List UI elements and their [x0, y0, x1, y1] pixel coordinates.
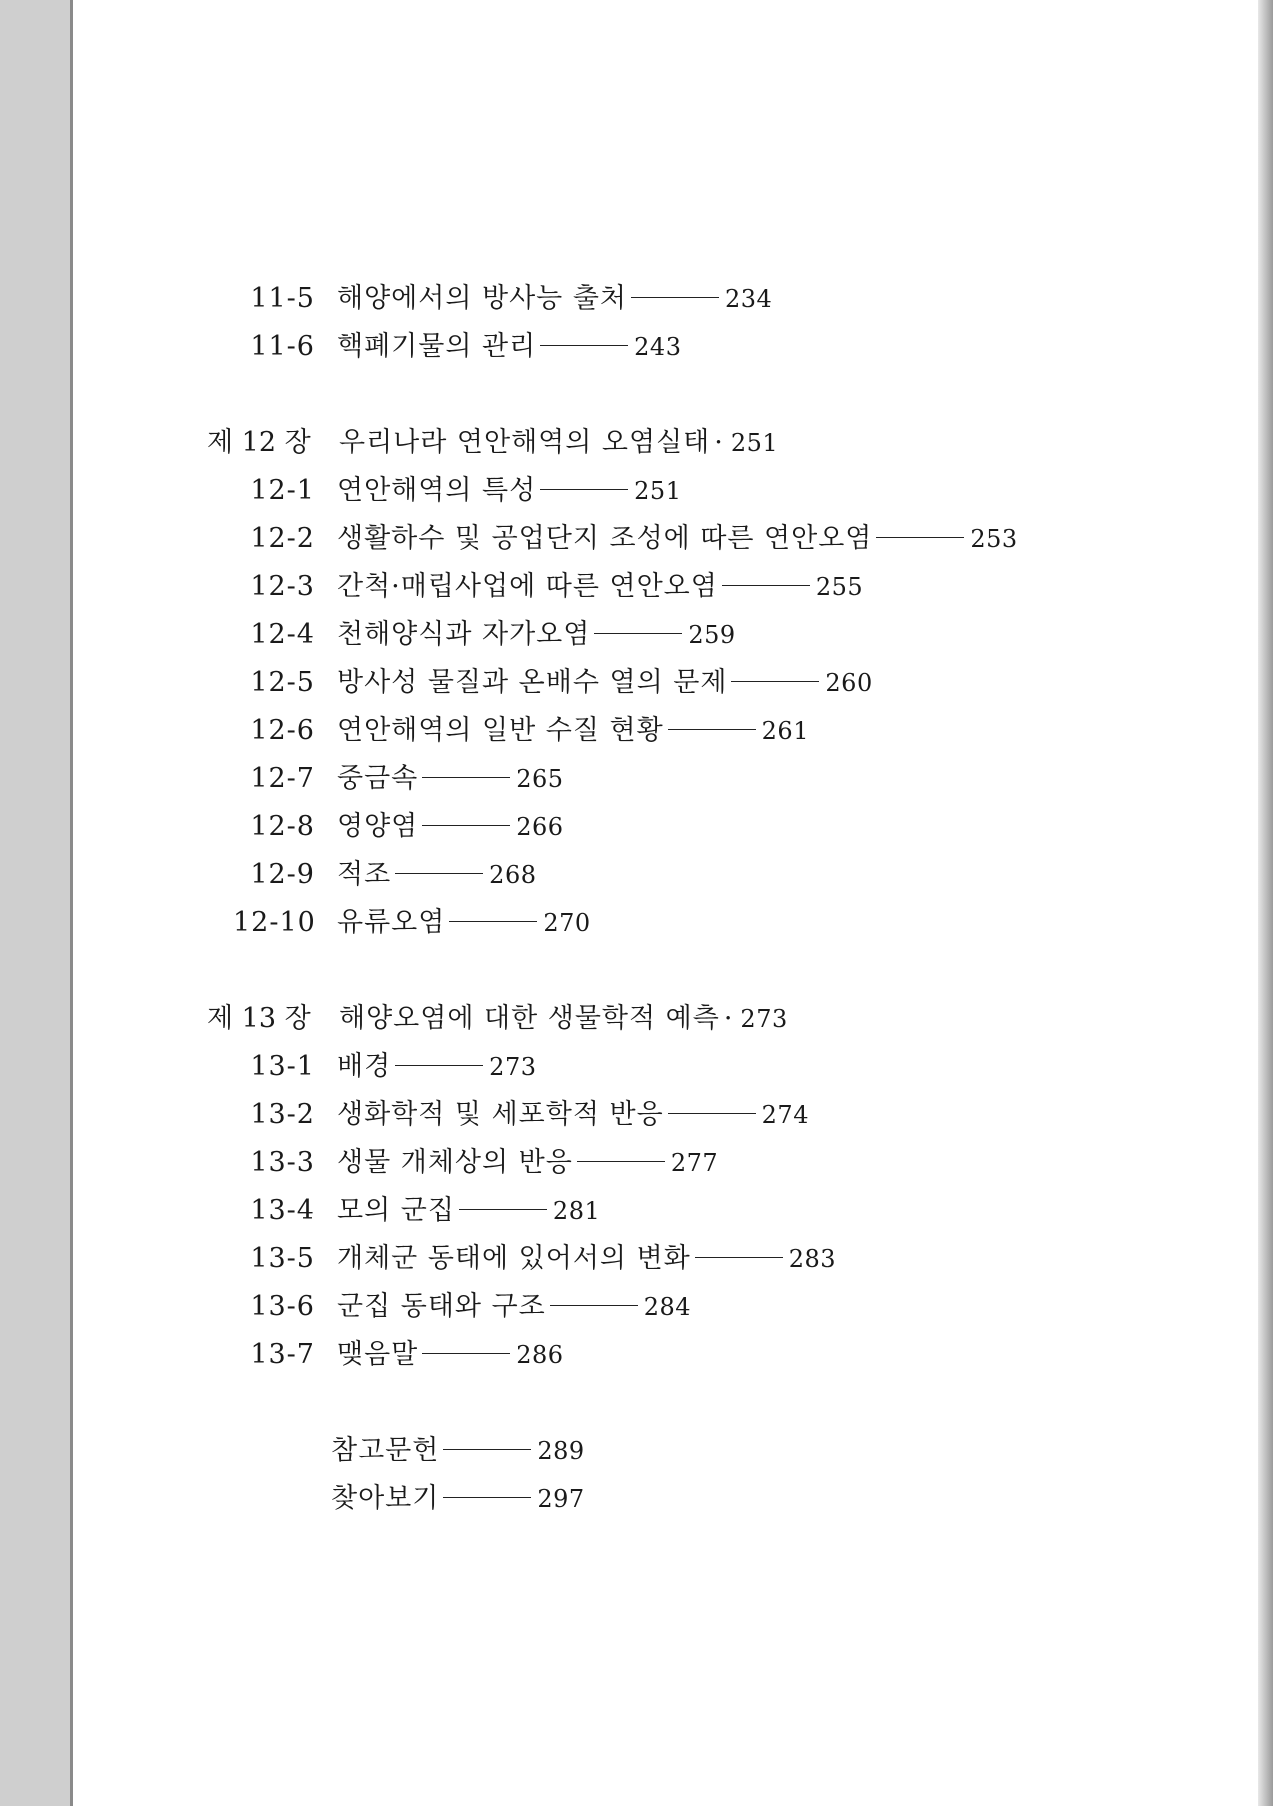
toc-entry-13-3[interactable] [233, 1140, 718, 1179]
entry-number: 13-2 [250, 1099, 315, 1130]
chapter-page: 251 [730, 429, 779, 457]
entry-number: 12-6 [250, 715, 315, 746]
toc-entry-12-6[interactable] [233, 708, 809, 747]
entry-page: 270 [543, 909, 591, 937]
toc-entry-12-2[interactable] [233, 516, 1018, 555]
leader-line [540, 489, 628, 490]
entry-page: 289 [537, 1437, 585, 1465]
entry-number: 13-5 [250, 1243, 315, 1274]
entry-title: 간척·매립사업에 따른 연안오염 [337, 571, 718, 602]
entry-title: 개체군 동태에 있어서의 변화 [337, 1243, 691, 1274]
entry-title: 핵폐기물의 관리 [337, 331, 537, 362]
entry-title: 참고문헌 [331, 1435, 440, 1466]
leader-line [876, 537, 964, 538]
entry-title: 적조 [337, 859, 392, 890]
entry-title: 유류오염 [337, 907, 446, 938]
toc-entry-13-4[interactable] [233, 1188, 600, 1227]
leader-line [668, 729, 756, 730]
entry-page: 251 [634, 477, 682, 505]
chapter-13-heading[interactable] [207, 996, 788, 1035]
entry-number: 13-3 [250, 1147, 315, 1178]
chapter-12-heading[interactable] [207, 420, 778, 459]
leader-line [695, 1257, 783, 1258]
entry-title: 생물 개체상의 반응 [337, 1147, 573, 1178]
entry-page: 266 [516, 813, 564, 841]
entry-title: 찾아보기 [331, 1483, 440, 1514]
chapter-label: 제 13 장 [207, 1003, 311, 1034]
leader-line [550, 1305, 638, 1306]
entry-title: 연안해역의 일반 수질 현황 [337, 715, 664, 746]
entry-number: 13-4 [250, 1195, 315, 1226]
toc-entry-12-9[interactable] [233, 852, 536, 891]
entry-title: 군집 동태와 구조 [337, 1291, 546, 1322]
entry-number: 12-5 [250, 667, 315, 698]
chapter-page: 273 [740, 1005, 788, 1033]
toc-entry-11-5[interactable] [233, 276, 772, 315]
entry-page: 273 [489, 1053, 537, 1081]
leader-line [577, 1161, 665, 1162]
chapter-separator: · [723, 1003, 733, 1034]
toc-entry-12-8[interactable] [233, 804, 564, 843]
toc-entry-12-7[interactable] [233, 756, 564, 795]
entry-number: 11-5 [250, 283, 315, 314]
entry-page: 265 [516, 765, 564, 793]
entry-title: 해양에서의 방사능 출처 [337, 283, 627, 314]
entry-title: 영양염 [337, 811, 419, 842]
entry-title: 배경 [337, 1051, 392, 1082]
toc-entry-12-5[interactable] [233, 660, 873, 699]
toc-entry-12-4[interactable] [233, 612, 736, 651]
entry-number: 12-2 [250, 523, 315, 554]
entry-number: 12-10 [233, 907, 316, 938]
leader-line [422, 1353, 510, 1354]
entry-page: 274 [761, 1101, 809, 1129]
leader-line [422, 777, 510, 778]
entry-title: 모의 군집 [337, 1195, 455, 1226]
leader-line [731, 681, 819, 682]
entry-number: 12-3 [250, 571, 315, 602]
leader-line [540, 345, 628, 346]
toc-entry-11-6[interactable] [233, 324, 681, 363]
entry-number: 12-4 [250, 619, 315, 650]
entry-number: 13-7 [250, 1339, 315, 1370]
entry-page: 281 [552, 1197, 601, 1225]
entry-number: 11-6 [250, 331, 315, 362]
entry-page: 255 [815, 573, 864, 601]
entry-page: 253 [970, 525, 1018, 553]
entry-page: 297 [537, 1485, 585, 1513]
entry-title: 중금속 [337, 763, 419, 794]
toc-entry-12-10[interactable] [233, 900, 591, 939]
entry-page: 268 [489, 861, 537, 889]
toc-entry-13-7[interactable] [233, 1332, 564, 1371]
entry-number: 12-9 [250, 859, 315, 890]
entry-page: 234 [725, 285, 773, 313]
entry-page: 284 [643, 1293, 692, 1321]
entry-number: 12-8 [250, 811, 315, 842]
entry-number: 13-6 [250, 1291, 315, 1322]
leader-line [722, 585, 810, 586]
leader-line [594, 633, 682, 634]
toc-entry-13-1[interactable] [233, 1044, 536, 1083]
leader-line [443, 1497, 531, 1498]
leader-line [443, 1449, 531, 1450]
entry-title: 방사성 물질과 온배수 열의 문제 [337, 667, 728, 698]
entry-page: 261 [761, 717, 809, 745]
entry-page: 277 [670, 1149, 719, 1177]
leader-line [395, 873, 483, 874]
page-edge-shadow [1258, 0, 1273, 1806]
entry-page: 283 [788, 1245, 837, 1273]
entry-number: 12-1 [250, 475, 315, 506]
entry-title: 천해양식과 자가오염 [337, 619, 591, 650]
toc-entry-12-3[interactable] [233, 564, 863, 603]
entry-title: 생화학적 및 세포학적 반응 [337, 1099, 664, 1130]
entry-number: 12-7 [250, 763, 315, 794]
toc-entry-12-1[interactable] [233, 468, 681, 507]
toc-entry-references[interactable] [331, 1428, 585, 1467]
entry-number: 13-1 [250, 1051, 315, 1082]
chapter-label: 제 12 장 [207, 427, 311, 458]
entry-page: 260 [825, 669, 873, 697]
table-of-contents [73, 0, 1261, 1806]
leader-line [631, 297, 719, 298]
toc-entry-13-6[interactable] [233, 1284, 691, 1323]
leader-line [459, 1209, 547, 1210]
entry-page: 286 [516, 1341, 564, 1369]
leader-line [668, 1113, 756, 1114]
toc-entry-13-2[interactable] [233, 1092, 809, 1131]
entry-page: 259 [688, 621, 736, 649]
entry-title: 맺음말 [337, 1339, 419, 1370]
chapter-title: 우리나라 연안해역의 오염실태 [339, 427, 711, 458]
leader-line [395, 1065, 483, 1066]
book-page [70, 0, 1261, 1806]
leader-line [449, 921, 537, 922]
toc-entry-13-5[interactable] [233, 1236, 836, 1275]
entry-title: 연안해역의 특성 [337, 475, 537, 506]
entry-page: 243 [634, 333, 682, 361]
entry-title: 생활하수 및 공업단지 조성에 따른 연안오염 [337, 523, 873, 554]
toc-entry-index[interactable] [331, 1476, 585, 1515]
leader-line [422, 825, 510, 826]
chapter-separator: · [714, 427, 723, 458]
chapter-title: 해양오염에 대한 생물학적 예측 [339, 1003, 720, 1034]
